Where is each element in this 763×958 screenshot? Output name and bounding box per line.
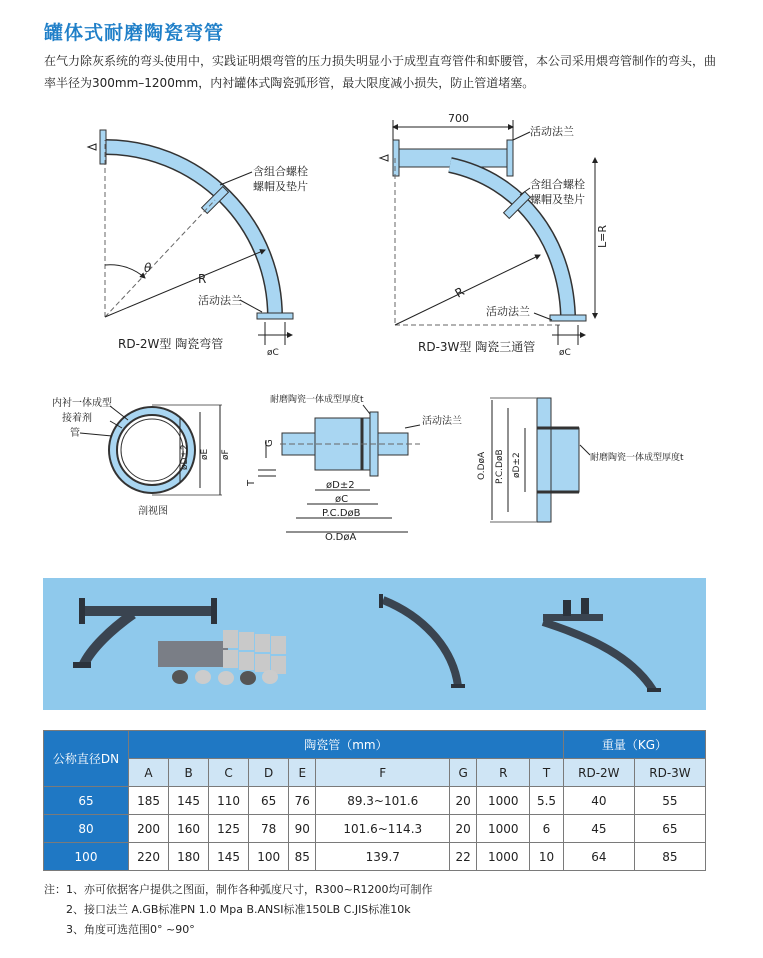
page-title: 罐体式耐磨陶瓷弯管 xyxy=(44,22,225,44)
dn-cell: 100 xyxy=(44,843,129,871)
flange-shape xyxy=(550,315,586,321)
rd3w-length-label: 700 xyxy=(448,112,469,125)
table-cell: 1000 xyxy=(477,787,530,815)
note-1: 注：1、亦可依据客户提供之图面，制作各种弧度尺寸，R300~R1200均可制作 xyxy=(44,883,433,896)
rd2w-radius-label: R xyxy=(198,272,207,286)
section-caption: 剖视图 xyxy=(138,506,168,517)
section-phi-e: øE xyxy=(200,448,210,460)
table-cell: 220 xyxy=(129,843,169,871)
notes xyxy=(44,880,433,940)
table-cell: 110 xyxy=(209,787,249,815)
column-header: R xyxy=(477,759,530,787)
flange-shape xyxy=(507,140,513,176)
flange-side-od: O.DøA xyxy=(325,532,357,543)
column-header: T xyxy=(530,759,564,787)
table-cell: 1000 xyxy=(477,843,530,871)
rd2w-caption: RD-2W型 陶瓷弯管 xyxy=(118,337,224,351)
rd2w-diagram xyxy=(88,130,308,358)
pipe-body-shape xyxy=(551,428,579,492)
spec-table xyxy=(43,730,706,871)
table-cell: 139.7 xyxy=(316,843,450,871)
table-cell: 125 xyxy=(209,815,249,843)
dn-header: 公称直径DN xyxy=(44,731,129,787)
table-cell: 160 xyxy=(169,815,209,843)
ceramic-header: 陶瓷管（mm） xyxy=(129,731,564,759)
table-cell: 200 xyxy=(129,815,169,843)
dn-cell: 65 xyxy=(44,787,129,815)
rd3w-lr-label: L=R xyxy=(596,225,609,248)
column-header: D xyxy=(249,759,289,787)
note-3: 3、角度可选范围0° ~90° xyxy=(66,923,195,936)
photo-tee-elbow-pipe xyxy=(543,598,661,692)
table-cell: 85 xyxy=(289,843,316,871)
rd2w-angle-label: θ xyxy=(144,261,152,275)
column-header: G xyxy=(450,759,477,787)
rd3w-flange-top-label: 活动法兰 xyxy=(530,125,574,138)
product-photo-panel xyxy=(43,578,706,710)
rd3w-flange-bottom-label: 活动法兰 xyxy=(486,305,530,318)
column-header: E xyxy=(289,759,316,787)
table-cell: 20 xyxy=(450,815,477,843)
column-header: F xyxy=(316,759,450,787)
flange-side-flange-label: 活动法兰 xyxy=(422,416,462,427)
flange-side-thickness-label: 耐磨陶瓷一体成型厚度t xyxy=(270,395,364,405)
photo-ceramic-liners xyxy=(158,630,286,685)
table-cell: 1000 xyxy=(477,815,530,843)
weight-header: 重量（KG） xyxy=(563,731,705,759)
dn-cell: 80 xyxy=(44,815,129,843)
flange-side-t-label: T xyxy=(246,479,257,486)
table-row xyxy=(44,815,706,843)
table-cell: 78 xyxy=(249,815,289,843)
flange-side-diagram xyxy=(246,393,462,543)
table-cell: 180 xyxy=(169,843,209,871)
table-cell: 85 xyxy=(634,843,705,871)
table-cell: 64 xyxy=(563,843,634,871)
intro-paragraph: 在气力除灰系统的弯头使用中，实践证明煨弯管的压力损失明显小于成型直弯管件和虾腰管，本公司采用煨弯管制作的弯头，曲率半径为300mm–1200mm，内衬罐体式陶瓷弧形管，最大限度减小损失，防止管道堵塞。 xyxy=(44,54,717,90)
table-cell: 6 xyxy=(530,815,564,843)
flange-front-od: O.DøA xyxy=(477,451,487,480)
table-cell: 45 xyxy=(563,815,634,843)
rd3w-bolt-label-2: 螺帽及垫片 xyxy=(530,193,585,206)
section-adhesive-label: 接着剂 xyxy=(62,413,92,424)
flange-front-phi-d: øD±2 xyxy=(512,452,522,478)
rd2w-bolt-label-2: 螺帽及垫片 xyxy=(253,180,308,193)
table-cell: 5.5 xyxy=(530,787,564,815)
table-cell: 20 xyxy=(450,787,477,815)
section-pipe-label: 管 xyxy=(70,428,80,439)
flange-side-pcd: P.C.DøB xyxy=(322,508,361,519)
table-cell: 40 xyxy=(563,787,634,815)
table-cell: 145 xyxy=(209,843,249,871)
rd3w-caption: RD-3W型 陶瓷三通管 xyxy=(418,340,536,354)
table-cell: 55 xyxy=(634,787,705,815)
column-header: RD-3W xyxy=(634,759,705,787)
table-cell: 185 xyxy=(129,787,169,815)
flange-shape xyxy=(537,398,551,522)
column-header: RD-2W xyxy=(563,759,634,787)
table-cell: 101.6~114.3 xyxy=(316,815,450,843)
table-cell: 76 xyxy=(289,787,316,815)
table-cell: 65 xyxy=(249,787,289,815)
rd2w-phi-c: øC xyxy=(267,348,279,358)
table-cell: 90 xyxy=(289,815,316,843)
table-cell: 100 xyxy=(249,843,289,871)
flange-side-phi-d: øD±2 xyxy=(326,480,355,491)
rd3w-phi-c: øC xyxy=(559,348,571,358)
photo-elbow-pipe xyxy=(379,594,465,688)
column-header: C xyxy=(209,759,249,787)
table-row xyxy=(44,843,706,871)
table-row xyxy=(44,787,706,815)
table-cell: 10 xyxy=(530,843,564,871)
flange-side-phi-c: øC xyxy=(335,494,349,505)
column-header: A xyxy=(129,759,169,787)
rd3w-radius-label: R xyxy=(452,284,467,301)
cross-section-diagram xyxy=(52,396,231,517)
flange-side-g-label: G xyxy=(264,439,275,447)
table-cell: 145 xyxy=(169,787,209,815)
flange-shape xyxy=(393,140,399,176)
flange-front-pcd: P.C.DøB xyxy=(495,449,505,484)
rd3w-diagram xyxy=(380,112,609,358)
note-2: 2、接口法兰 A.GB标准PN 1.0 Mpa B.ANSI标准150LB C.JIS标准10k xyxy=(66,903,411,916)
rd2w-flange-label: 活动法兰 xyxy=(198,294,242,307)
rd2w-bolt-label-1: 含组合螺栓 xyxy=(253,165,308,178)
column-header: B xyxy=(169,759,209,787)
rd3w-bolt-label-1: 含组合螺栓 xyxy=(530,178,585,191)
section-phi-d: øD±2 xyxy=(180,444,190,470)
table-cell: 65 xyxy=(634,815,705,843)
table-cell: 89.3~101.6 xyxy=(316,787,450,815)
section-liner-label: 内衬一体成型 xyxy=(52,398,112,409)
section-phi-f: øF xyxy=(221,449,231,460)
flange-front-thickness-label: 耐磨陶瓷一体成型厚度t xyxy=(590,453,684,463)
column-header-row xyxy=(44,759,706,787)
flange-shape xyxy=(257,313,293,319)
table-cell: 22 xyxy=(450,843,477,871)
flange-front-diagram xyxy=(477,398,684,522)
product-photos xyxy=(43,578,706,710)
